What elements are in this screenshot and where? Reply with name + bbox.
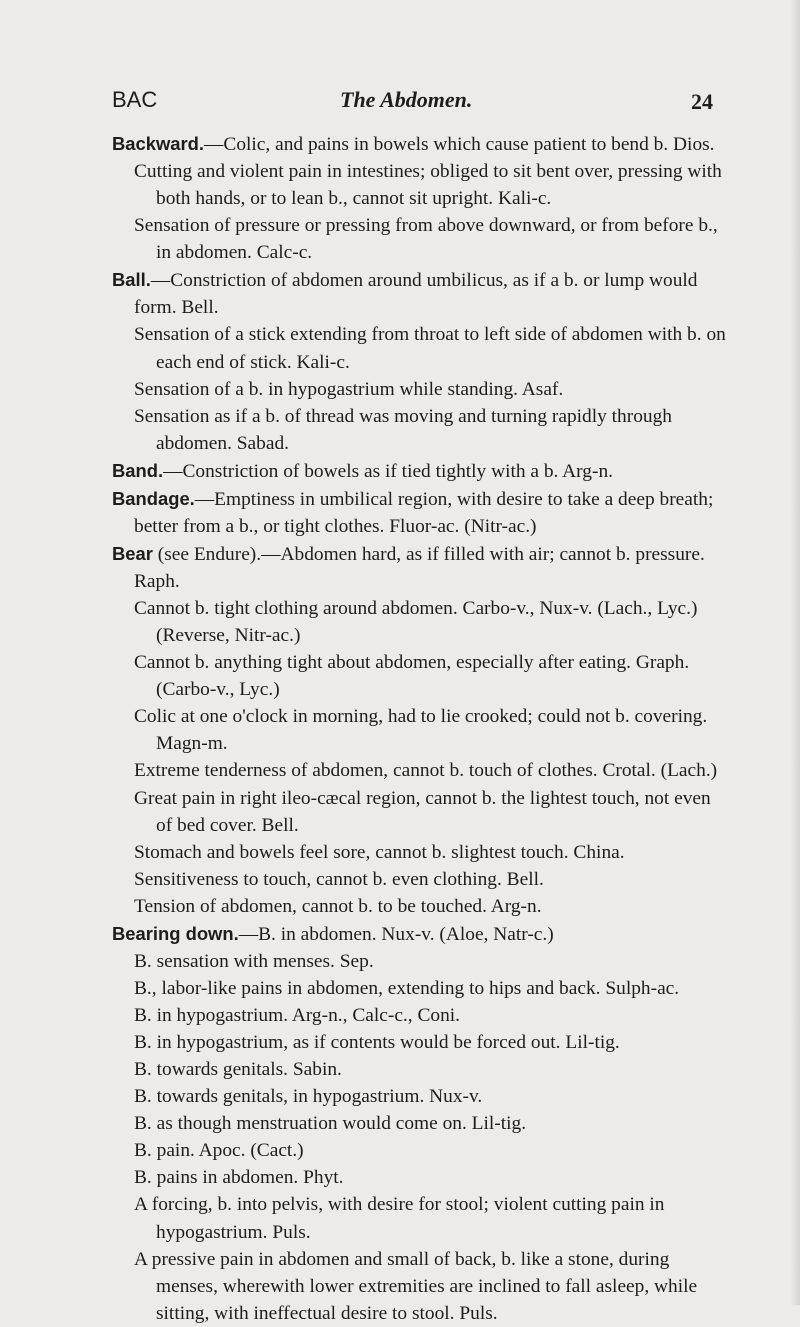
- entry-text: Colic at one o'clock in morning, had to lie crooked; could not b. covering. Magn-m.: [134, 706, 708, 755]
- entry-keyword: Ball.: [112, 269, 151, 291]
- entry-text: B. as though menstruation would come on. Lil-tig.: [134, 1113, 527, 1135]
- entry-text: Sensation of pressure or pressing from above downward, or from before b., in abdomen. Calc-c.: [134, 215, 718, 264]
- entry-line: [112, 1083, 730, 1110]
- entry-line: [112, 1137, 730, 1164]
- entry-text: B., labor-like pains in abdomen, extending to hips and back. Sulph-ac.: [134, 977, 680, 999]
- entry-text: Sensation of a b. in hypogastrium while standing. Asaf.: [134, 378, 564, 400]
- entry-line: [112, 975, 730, 1002]
- entry-line: [112, 703, 730, 757]
- entry-text: Tension of abdomen, cannot b. to be touched. Arg-n.: [134, 895, 542, 917]
- entry-line: [112, 321, 730, 375]
- entry-text: Extreme tenderness of abdomen, cannot b. touch of clothes. Crotal. (Lach.): [134, 760, 718, 782]
- entry-text: B. in hypogastrium, as if contents would be forced out. Lil-tig.: [134, 1032, 620, 1054]
- entry-text: Great pain in right ileo-cæcal region, cannot b. the lightest touch, not even of bed cover. Bell.: [134, 787, 711, 836]
- entry-ball: [112, 266, 730, 321]
- header-title: The Abdomen.: [340, 87, 473, 112]
- entry-backward: [112, 130, 730, 158]
- entry-text: B. pain. Apoc. (Cact.): [134, 1140, 304, 1162]
- entry-line: [112, 757, 730, 784]
- entry-keyword: Band.: [112, 459, 164, 481]
- entry-text: B. pains in abdomen. Phyt.: [134, 1167, 344, 1189]
- entry-text: (see Endure).—Abdomen hard, as if filled with air; cannot b. pressure. Raph.: [134, 543, 705, 592]
- entry-line: [112, 948, 730, 975]
- entry-line: [112, 866, 730, 893]
- entry-text: —Constriction of bowels as if tied tightly with a b. Arg-n.: [163, 460, 613, 482]
- entry-keyword: Bearing down.: [112, 922, 239, 944]
- entry-text: —B. in abdomen. Nux-v. (Aloe, Natr-c.): [238, 923, 554, 945]
- entry-text: Cannot b. tight clothing around abdomen. Carbo-v., Nux-v. (Lach., Lyc.) (Reverse, Nitr-ac.): [134, 598, 698, 647]
- entry-keyword: Bear: [112, 542, 153, 564]
- entry-line: [112, 839, 730, 866]
- entry-line: [112, 1029, 730, 1056]
- page-body: [112, 130, 730, 1327]
- entry-keyword: Bandage.: [112, 487, 195, 509]
- entry-text: —Colic, and pains in bowels which cause patient to bend b. Dios.: [204, 134, 715, 155]
- page-number: 24: [691, 89, 713, 114]
- entry-bandage: [112, 485, 730, 540]
- entry-line: [112, 893, 730, 920]
- entry-text: Cannot b. anything tight about abdomen, especially after eating. Graph. (Carbo-v., Lyc.): [134, 652, 690, 701]
- entry-text: Stomach and bowels feel sore, cannot b. slightest touch. China.: [134, 841, 625, 863]
- entry-bearing-down: [112, 920, 730, 948]
- entry-text: A pressive pain in abdomen and small of back, b. like a stone, during menses, wherewith lower extremities are inclined to fall asleep, while sitting, with ineffectual desire to stool. Puls.: [134, 1248, 698, 1324]
- entry-line: [112, 158, 730, 212]
- running-header: [112, 87, 712, 117]
- entry-line: [112, 212, 730, 266]
- entry-text: —Emptiness in umbilical region, with desire to take a deep breath; better from a b., or tight clothes. Fluor-ac. (Nitr-ac.): [134, 488, 714, 537]
- entry-keyword: Backward.: [112, 133, 204, 154]
- header-catchword: BAC: [112, 87, 158, 112]
- entry-line: [112, 649, 730, 703]
- entry-text: Sensitiveness to touch, cannot b. even clothing. Bell.: [134, 868, 544, 890]
- entry-line: [112, 1056, 730, 1083]
- entry-line: [112, 785, 730, 839]
- page-edge: [790, 0, 800, 1305]
- entry-line: [112, 376, 730, 403]
- entry-line: [112, 1246, 730, 1327]
- entry-text: B. sensation with menses. Sep.: [134, 950, 374, 972]
- entry-line: [112, 1002, 730, 1029]
- entry-text: A forcing, b. into pelvis, with desire for stool; violent cutting pain in hypogastrium. Puls.: [134, 1194, 665, 1243]
- entry-line: [112, 403, 730, 457]
- entry-line: [112, 1164, 730, 1191]
- entry-text: Cutting and violent pain in intestines; obliged to sit bent over, pressing with both hands, or to lean b., cannot sit upright. Kali-c.: [134, 161, 722, 210]
- entry-bear: [112, 540, 730, 595]
- entry-text: B. towards genitals. Sabin.: [134, 1059, 342, 1081]
- entry-line: [112, 595, 730, 649]
- entry-text: Sensation as if a b. of thread was moving and turning rapidly through abdomen. Sabad.: [134, 405, 672, 454]
- entry-line: [112, 1110, 730, 1137]
- entry-text: B. towards genitals, in hypogastrium. Nux-v.: [134, 1086, 483, 1108]
- entry-text: Sensation of a stick extending from throat to left side of abdomen with b. on each end of stick. Kali-c.: [134, 324, 726, 373]
- entry-text: B. in hypogastrium. Arg-n., Calc-c., Coni.: [134, 1005, 461, 1026]
- entry-line: [112, 1191, 730, 1245]
- entry-band: [112, 457, 730, 485]
- entry-text: —Constriction of abdomen around umbilicus, as if a b. or lump would form. Bell.: [134, 270, 698, 319]
